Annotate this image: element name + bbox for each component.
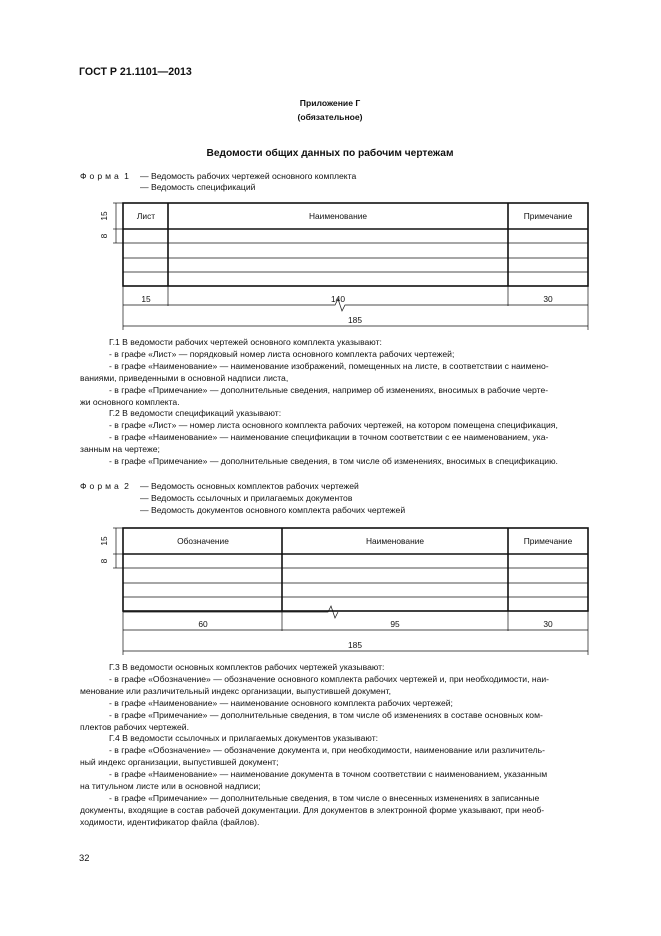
form1-number: 1 [124, 171, 129, 181]
form2-caption [80, 481, 129, 492]
form1-notes [80, 337, 582, 468]
form2-total-width: 185 [348, 640, 362, 650]
appendix-title: Приложение Г [299, 98, 361, 108]
form2-row-height: 8 [99, 558, 109, 564]
form1-header-height: 15 [99, 211, 109, 221]
note-g1-sheet: - в графе «Лист» — порядковый номер листа основного комплекта рабочих чертежей; [109, 348, 455, 359]
note-g3-name: - в графе «Наименование» — наименование основного комплекта рабочих чертежей; [109, 697, 453, 708]
form2-number: 2 [124, 481, 129, 491]
form1-label: Форма [80, 171, 122, 181]
note-g1-name-cont: ваниями, приведенными в основной надписи листа, [80, 372, 289, 383]
document-code: ГОСТ Р 21.1101—2013 [79, 66, 192, 78]
note-g4-title: Г.4 В ведомости ссылочных и прилагаемых документов указывают: [109, 733, 379, 744]
form1-width-name: 140 [331, 294, 345, 304]
form1-width-note: 30 [543, 294, 553, 304]
note-g1-title: Г.1 В ведомости рабочих чертежей основного комплекта указывают: [109, 337, 382, 347]
form1-table-drawing [0, 0, 661, 340]
form2-header-height: 15 [99, 536, 109, 546]
form2-line-1: — Ведомость основных комплектов рабочих чертежей [140, 481, 359, 491]
note-g3-designation: - в графе «Обозначение» — обозначение основного комплекта рабочих чертежей и, при необходимости, наи- [109, 673, 550, 684]
note-g1-note: - в графе «Примечание» — дополнительные сведения, например об изменениях, вносимых в рабочие черте- [109, 384, 549, 395]
appendix-status: (обязательное) [297, 112, 363, 122]
note-g4-note-cont-2: ходимости, идентификатор файла (файлов). [80, 816, 260, 827]
form2-notes [80, 662, 582, 829]
note-g4-name: - в графе «Наименование» — наименование документа в точном соответствии с наименованием, указанным [109, 769, 548, 780]
note-g3-note-cont: плектов рабочих чертежей. [80, 721, 189, 732]
form1-line-1: — Ведомость рабочих чертежей основного комплекта [140, 171, 357, 181]
note-g4-designation: - в графе «Обозначение» — обозначение документа и, при необходимости, наименование или различитель- [109, 745, 545, 756]
note-g2-title: Г.2 В ведомости спецификаций указывают: [109, 408, 282, 419]
form1-line-2: — Ведомость спецификаций [140, 182, 256, 192]
note-g2-name-cont: занным на чертеже; [80, 444, 160, 455]
form1-row-height: 8 [99, 233, 109, 239]
form2-header-name: Наименование [365, 536, 425, 546]
form1-header-name: Наименование [308, 211, 368, 221]
note-g4-note-cont: документы, входящие в состав рабочей документации. Для документов в электронной форме указывают, при необ- [80, 804, 545, 815]
form2-line-3: — Ведомость документов основного комплекта рабочих чертежей [140, 505, 406, 515]
form1-total-width: 185 [348, 315, 362, 325]
form2-label: Форма [80, 481, 122, 491]
main-title: Ведомости общих данных по рабочим чертежам [206, 148, 454, 159]
form1-width-sheet: 15 [141, 294, 151, 304]
note-g4-designation-cont: ный индекс организации, выпустившей документ; [80, 757, 279, 768]
note-g4-note: - в графе «Примечание» — дополнительные сведения, в том числе о внесенных изменениях в записанные [109, 792, 540, 803]
form2-width-note: 30 [543, 619, 553, 629]
form2-width-designation: 60 [198, 619, 208, 629]
note-g2-note: - в графе «Примечание» — дополнительные сведения, в том числе об изменениях, вносимых в спецификацию. [109, 456, 558, 467]
page-number: 32 [79, 852, 90, 863]
note-g1-note-cont: жи основного комплекта. [80, 396, 180, 407]
note-g2-name: - в графе «Наименование» — наименование спецификации в точном соответствии с ее наименованием, ука- [109, 432, 549, 443]
note-g3-title: Г.3 В ведомости основных комплектов рабочих чертежей указывают: [109, 662, 385, 672]
form2-header-note: Примечание [523, 536, 573, 546]
note-g3-designation-cont: менование или различительный индекс организации, выпустившей документ, [80, 685, 391, 696]
form2-width-name: 95 [390, 619, 400, 629]
form1-header-note: Примечание [523, 211, 573, 221]
note-g3-note: - в графе «Примечание» — дополнительные сведения, в том числе об изменениях в составе основных ком- [109, 709, 543, 720]
form1-header-sheet: Лист [136, 211, 156, 221]
note-g4-name-cont: на титульном листе или в основной надписи; [80, 781, 261, 792]
note-g2-sheet: - в графе «Лист» — номер листа основного комплекта рабочих чертежей, на котором помещена спецификация, [109, 420, 558, 431]
form2-line-2: — Ведомость ссылочных и прилагаемых документов [140, 493, 353, 503]
note-g1-name: - в графе «Наименование» — наименование изображений, помещенных на листе, в соответствии с наимено- [109, 360, 549, 371]
form2-table-drawing [0, 520, 661, 660]
form2-header-designation: Обозначение [177, 536, 229, 546]
